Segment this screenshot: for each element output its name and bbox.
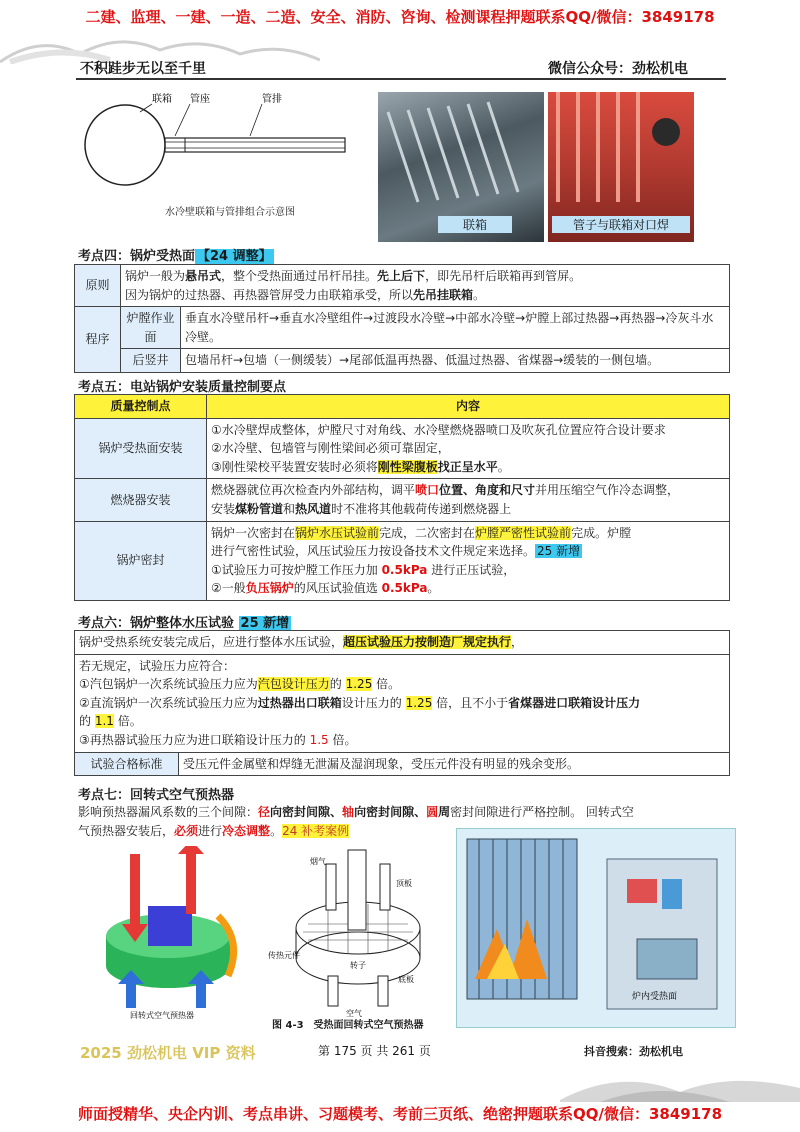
row-heating-surface-label: 锅炉受热面安装 bbox=[75, 418, 207, 479]
col-header-control-point: 质量控制点 bbox=[75, 395, 207, 419]
hydro-test-rules: 若无规定，试验压力应符合： ①汽包锅炉一次系统试验压力应为汽包设计压力的 1.25 倍。 ②直流锅炉一次系统试验压力应为过热器出口联箱设计压力的 1.25 倍，且不小于省煤器进口联箱设计压力 的 1.1 倍。 ③再热器试验压力应为进口联箱设计压力的 1.5 倍。 bbox=[75, 654, 730, 752]
section7-title: 考点七：回转式空气预热器 bbox=[78, 788, 235, 803]
bottom-banner: 师面授精华、央企内训、考点串讲、习题模考、考前三页纸、绝密押题联系QQ/微信：3849178 bbox=[77, 1105, 723, 1123]
pass-standard-text: 受压元件金属壁和焊缝无泄漏及湿润现象，受压元件没有明显的残余变形。 bbox=[179, 752, 730, 776]
fig-mid-label-element: 传热元件 bbox=[268, 951, 300, 960]
fig-left-caption: 回转式空气预热器 bbox=[130, 1011, 194, 1020]
photo-label-welding: 管子与联箱对口焊 bbox=[552, 216, 690, 233]
pass-standard-label: 试验合格标准 bbox=[75, 752, 179, 776]
top-banner: 二建、监理、一建、一造、二造、安全、消防、咨询、检测课程押题联系QQ/微信：3849178 bbox=[85, 8, 715, 26]
schematic-label-header: 联箱 bbox=[152, 94, 172, 105]
fig-mid-caption: 图 4-3 受热面回转式空气预热器 bbox=[272, 1020, 424, 1031]
photo-header-tubes bbox=[378, 92, 544, 242]
furnace-text: 垂直水冷壁吊杆→垂直水冷壁组件→过渡段水冷壁→中部水冷壁→炉膛上部过热器→再热器→冷灰斗水冷壁。 bbox=[181, 307, 730, 349]
row-heating-surface-content: ①水冷壁焊成整体，炉膛尺寸对角线、水冷壁燃烧器喷口及吹灰孔位置应符合设计要求 ②水冷壁、包墙管与刚性梁间必须可靠固定， ③刚性梁校平装置安装时必须将刚性梁腹板找正呈水平。 bbox=[207, 418, 730, 479]
row-burner-label: 燃烧器安装 bbox=[75, 479, 207, 521]
fig-mid-label-top: 顶板 bbox=[396, 879, 412, 888]
section4-tag: 【24 调整】 bbox=[197, 249, 272, 264]
boiler-interior-figure bbox=[456, 828, 736, 1028]
rear-label: 后竖井 bbox=[121, 349, 181, 373]
row-seal-label: 锅炉密封 bbox=[75, 521, 207, 600]
rotary-preheater-line-figure bbox=[268, 846, 448, 1031]
footer-brand: 2025 劲松机电 VIP 资料 bbox=[80, 1044, 256, 1062]
footer-douyin: 抖音搜索：劲松机电 bbox=[584, 1045, 683, 1058]
fig-mid-label-flue: 烟气 bbox=[310, 857, 326, 866]
section7-paragraph: 影响预热器漏风系数的三个间隙：径向密封间隙、轴向密封间隙、圆周密封间隙进行严格控制。 回转式空 气预热器安装后，必须进行冷态调整。24 补考案例 bbox=[78, 805, 634, 839]
section4-title: 考点四：锅炉受热面 【24 调整】 bbox=[78, 249, 272, 264]
furnace-label: 炉膛作业面 bbox=[121, 307, 181, 349]
principle-text: 锅炉一般为悬吊式，整个受热面通过吊杆吊挂。先上后下，即先吊杆后联箱再到管屏。 因为锅炉的过热器、再热器管屏受力由联箱承受，所以先吊挂联箱。 bbox=[121, 265, 730, 307]
section5-title: 考点五：电站锅炉安装质量控制要点 bbox=[78, 380, 287, 395]
schematic-caption: 水冷壁联箱与管排组合示意图 bbox=[165, 207, 295, 218]
section6-table bbox=[74, 630, 730, 776]
fig-mid-label-bottom: 底板 bbox=[398, 975, 414, 984]
fig-right-caption: 炉内受热面 bbox=[632, 992, 678, 1002]
section6-title: 考点六：锅炉整体水压试验 25 新增 bbox=[78, 616, 290, 631]
photo-tube-welding bbox=[548, 92, 694, 242]
col-header-content: 内容 bbox=[207, 395, 730, 419]
rotary-preheater-color-figure bbox=[78, 846, 258, 1026]
fig-mid-label-air: 空气 bbox=[346, 1009, 362, 1018]
photo-label-header: 联箱 bbox=[438, 216, 512, 233]
section5-table bbox=[74, 394, 730, 601]
section4-table bbox=[74, 264, 730, 373]
schematic-label-tubes: 管排 bbox=[262, 94, 282, 105]
row-burner-content: 燃烧器就位再次检查内外部结构，调平喷口位置、角度和尺寸并用压缩空气作冷态调整， 安装煤粉管道和热风道时不准将其他载荷传递到燃烧器上 bbox=[207, 479, 730, 521]
page-number: 第 175 页 共 261 页 bbox=[318, 1044, 431, 1058]
header-wechat: 微信公众号：劲松机电 bbox=[548, 61, 688, 77]
decorative-bottom-art bbox=[560, 1058, 800, 1102]
schematic-label-seat: 管座 bbox=[190, 94, 210, 105]
section6-tag: 25 新增 bbox=[240, 616, 290, 631]
fig-mid-label-rotor: 转子 bbox=[350, 961, 366, 970]
header-divider bbox=[76, 78, 726, 80]
rear-text: 包墙吊杆→包墙（一侧缓装）→尾部低温再热器、低温过热器、省煤器→缓装的一侧包墙。 bbox=[181, 349, 730, 373]
row-seal-content: 锅炉一次密封在锅炉水压试验前完成，二次密封在炉膛严密性试验前完成。炉膛 进行气密性试验，风压试验压力按设备技术文件规定来选择。 25 新增 ①试验压力可按炉膛工作压力加 0.5kPa 进行正压试验， ②一般负压锅炉的风压试验值选 0.5kPa。 bbox=[207, 521, 730, 600]
program-label: 程序 bbox=[75, 307, 121, 373]
principle-label: 原则 bbox=[75, 265, 121, 307]
hydro-test-intro: 锅炉受热系统安装完成后，应进行整体水压试验，超压试验压力按制造厂规定执行， bbox=[75, 631, 730, 655]
header-motto: 不积跬步无以至千里 bbox=[80, 61, 206, 77]
